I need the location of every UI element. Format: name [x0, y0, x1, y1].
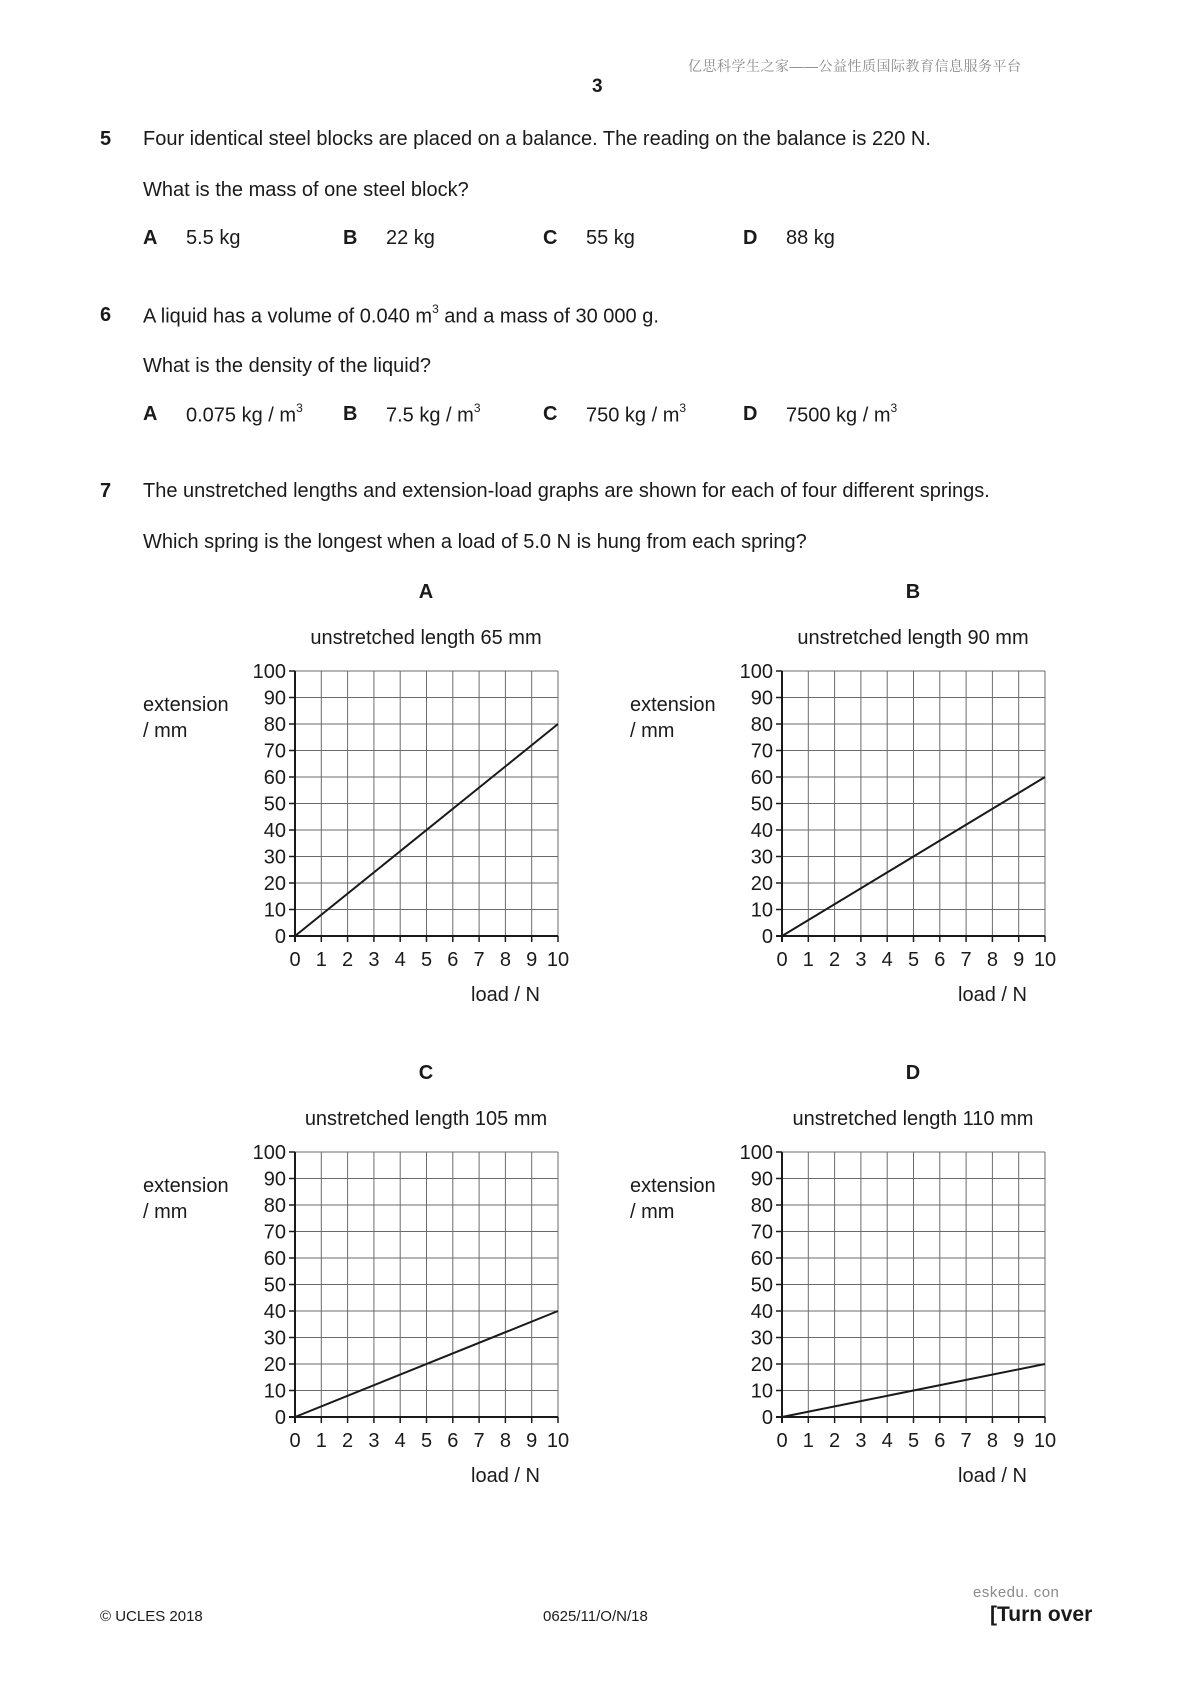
y-tick-label: 30 — [750, 1327, 773, 1350]
x-tick-label: 2 — [829, 949, 841, 971]
x-tick-label: 9 — [1013, 1430, 1025, 1452]
y-tick-label: 70 — [263, 1221, 286, 1244]
footer-code: 0625/11/O/N/18 — [543, 1608, 648, 1625]
y-tick-label: 80 — [750, 1195, 773, 1217]
graph-c-title: unstretched length 105 mm — [304, 1108, 548, 1130]
page-number: 3 — [592, 76, 603, 97]
y-tick-label: 10 — [263, 899, 286, 922]
y-tick-label: 50 — [263, 1274, 286, 1297]
x-tick-label: 8 — [986, 949, 998, 971]
x-tick-label: 0 — [289, 1430, 301, 1452]
y-tick-label: 70 — [750, 1221, 773, 1244]
x-tick-label: 4 — [881, 949, 893, 971]
q7-text: The unstretched lengths and extension-load graphs are shown for each of four different springs. — [143, 480, 990, 502]
q6-question: What is the density of the liquid? — [143, 355, 431, 377]
q5-text: Four identical steel blocks are placed on a balance. The reading on the balance is 220 N. — [143, 128, 931, 150]
x-tick-label: 1 — [802, 949, 814, 971]
x-tick-label: 1 — [802, 1430, 814, 1452]
y-tick-label: 60 — [750, 1248, 773, 1270]
y-tick-label: 90 — [750, 1168, 773, 1191]
x-tick-label: 10 — [1033, 1430, 1057, 1452]
x-tick-label: 8 — [499, 1430, 511, 1452]
y-tick-label: 70 — [750, 740, 773, 763]
x-tick-label: 5 — [907, 1430, 920, 1452]
x-tick-label: 9 — [526, 1430, 538, 1452]
x-tick-label: 7 — [473, 1430, 485, 1452]
q5-option-d-value: 88 kg — [786, 227, 835, 249]
y-tick-label: 30 — [263, 1327, 286, 1350]
y-tick-label: 60 — [263, 1248, 286, 1270]
x-tick-label: 2 — [829, 1430, 841, 1452]
x-tick-label: 7 — [960, 949, 972, 971]
x-tick-label: 8 — [499, 949, 511, 971]
y-tick-label: 90 — [263, 1168, 286, 1191]
x-tick-label: 5 — [420, 949, 433, 971]
graph-b-ylabel: extension / mm — [630, 694, 716, 742]
y-tick-label: 50 — [750, 793, 773, 816]
q5-option-b-value: 22 kg — [386, 227, 435, 249]
graph-d-letter: D — [905, 1062, 921, 1084]
x-tick-label: 6 — [447, 949, 459, 971]
q6-option-c-value: 750 kg / $m^3$ — [586, 401, 687, 427]
x-tick-label: 9 — [1013, 949, 1025, 971]
q6-option-d-letter: D — [743, 403, 758, 425]
q5-option-c-letter: C — [543, 227, 558, 249]
graph-b-letter: B — [905, 581, 921, 603]
graph-b-xlabel: load / N — [958, 984, 1027, 1006]
q7-question: Which spring is the longest when a load of 5.0 N is hung from each spring? — [143, 531, 807, 553]
y-tick-label: 10 — [750, 1380, 773, 1403]
graph-d-xlabel: load / N — [958, 1465, 1027, 1487]
x-tick-label: 5 — [907, 949, 920, 971]
y-tick-label: 10 — [263, 1380, 286, 1403]
x-tick-label: 7 — [473, 949, 485, 971]
y-tick-label: 60 — [263, 767, 286, 789]
y-tick-label: 50 — [263, 793, 286, 816]
x-tick-label: 2 — [342, 949, 354, 971]
y-tick-label: 20 — [750, 873, 773, 895]
header-watermark: 亿思科学生之家——公益性质国际教育信息服务平台 — [688, 58, 1022, 74]
q6-option-a-letter: A — [143, 403, 158, 425]
q6-number: 6 — [100, 304, 112, 326]
q6-option-c-letter: C — [543, 403, 558, 425]
graph-b-title: unstretched length 90 mm — [797, 627, 1029, 649]
x-tick-label: 6 — [934, 1430, 946, 1452]
q5-option-a-letter: A — [143, 227, 158, 249]
x-tick-label: 9 — [526, 949, 538, 971]
x-tick-label: 0 — [776, 949, 788, 971]
y-tick-label: 20 — [750, 1354, 773, 1376]
q5-option-d-letter: D — [743, 227, 758, 249]
x-tick-label: 7 — [960, 1430, 972, 1452]
q5-option-b-letter: B — [343, 227, 358, 249]
y-tick-label: 80 — [263, 714, 286, 736]
x-tick-label: 10 — [546, 1430, 570, 1452]
graph-c-xlabel: load / N — [471, 1465, 540, 1487]
y-tick-label: 70 — [263, 740, 286, 763]
x-tick-label: 4 — [394, 949, 406, 971]
graph-d-title: unstretched length 110 mm — [792, 1108, 1034, 1130]
x-tick-label: 4 — [881, 1430, 893, 1452]
footer-copyright: © UCLES 2018 — [100, 1608, 203, 1625]
q5-option-a-value: 5.5 kg — [186, 227, 241, 249]
y-tick-label: 40 — [750, 820, 773, 842]
x-tick-label: 4 — [394, 1430, 406, 1452]
q6-option-d-value: 7500 kg / $m^3$ — [786, 401, 898, 427]
y-tick-label: 0 — [761, 1407, 773, 1429]
graph-c-ylabel: extension / mm — [143, 1175, 229, 1223]
x-tick-label: 3 — [855, 949, 867, 971]
graph-a-letter: A — [418, 581, 434, 603]
x-tick-label: 2 — [342, 1430, 354, 1452]
x-tick-label: 5 — [420, 1430, 433, 1452]
y-tick-label: 100 — [252, 1142, 286, 1164]
q5-number: 5 — [100, 128, 112, 150]
y-tick-label: 30 — [263, 846, 286, 869]
y-tick-label: 0 — [761, 926, 773, 948]
x-tick-label: 0 — [289, 949, 301, 971]
y-tick-label: 40 — [263, 1301, 286, 1323]
y-tick-label: 100 — [739, 1142, 773, 1164]
y-tick-label: 60 — [750, 767, 773, 789]
x-tick-label: 1 — [315, 1430, 327, 1452]
x-tick-label: 6 — [447, 1430, 459, 1452]
x-tick-label: 10 — [1033, 949, 1057, 971]
q6-option-b-value: 7.5 kg / $m^3$ — [386, 401, 481, 427]
y-tick-label: 40 — [750, 1301, 773, 1323]
y-tick-label: 50 — [750, 1274, 773, 1297]
y-tick-label: 40 — [263, 820, 286, 842]
turn-over: [Turn over — [990, 1603, 1093, 1626]
q5-option-c-value: 55 kg — [586, 227, 635, 249]
y-tick-label: 0 — [274, 1407, 286, 1429]
x-tick-label: 3 — [368, 949, 380, 971]
y-tick-label: 20 — [263, 873, 286, 895]
x-tick-label: 10 — [546, 949, 570, 971]
x-tick-label: 3 — [368, 1430, 380, 1452]
graph-d-ylabel: extension / mm — [630, 1175, 716, 1223]
x-tick-label: 6 — [934, 949, 946, 971]
graph-a-title: unstretched length 65 mm — [310, 627, 542, 649]
q7-number: 7 — [100, 480, 112, 502]
y-tick-label: 90 — [750, 687, 773, 710]
graph-a-xlabel: load / N — [471, 984, 540, 1006]
x-tick-label: 0 — [776, 1430, 788, 1452]
graph-c-letter: C — [418, 1062, 434, 1084]
q5-question: What is the mass of one steel block? — [143, 179, 469, 201]
q6-option-a-value: 0.075 kg / $m^3$ — [186, 401, 303, 427]
y-tick-label: 80 — [750, 714, 773, 736]
y-tick-label: 20 — [263, 1354, 286, 1376]
y-tick-label: 0 — [274, 926, 286, 948]
footer-site: eskedu. con — [973, 1584, 1060, 1601]
y-tick-label: 80 — [263, 1195, 286, 1217]
y-tick-label: 90 — [263, 687, 286, 710]
y-tick-label: 30 — [750, 846, 773, 869]
y-tick-label: 10 — [750, 899, 773, 922]
y-tick-label: 100 — [739, 661, 773, 683]
graph-a-ylabel: extension / mm — [143, 694, 229, 742]
x-tick-label: 3 — [855, 1430, 867, 1452]
y-tick-label: 100 — [252, 661, 286, 683]
x-tick-label: 8 — [986, 1430, 998, 1452]
q6-option-b-letter: B — [343, 403, 358, 425]
x-tick-label: 1 — [315, 949, 327, 971]
q6-text: A liquid has a volume of 0.040 $m^3$ and a mass of 30 000 g. — [143, 302, 659, 328]
